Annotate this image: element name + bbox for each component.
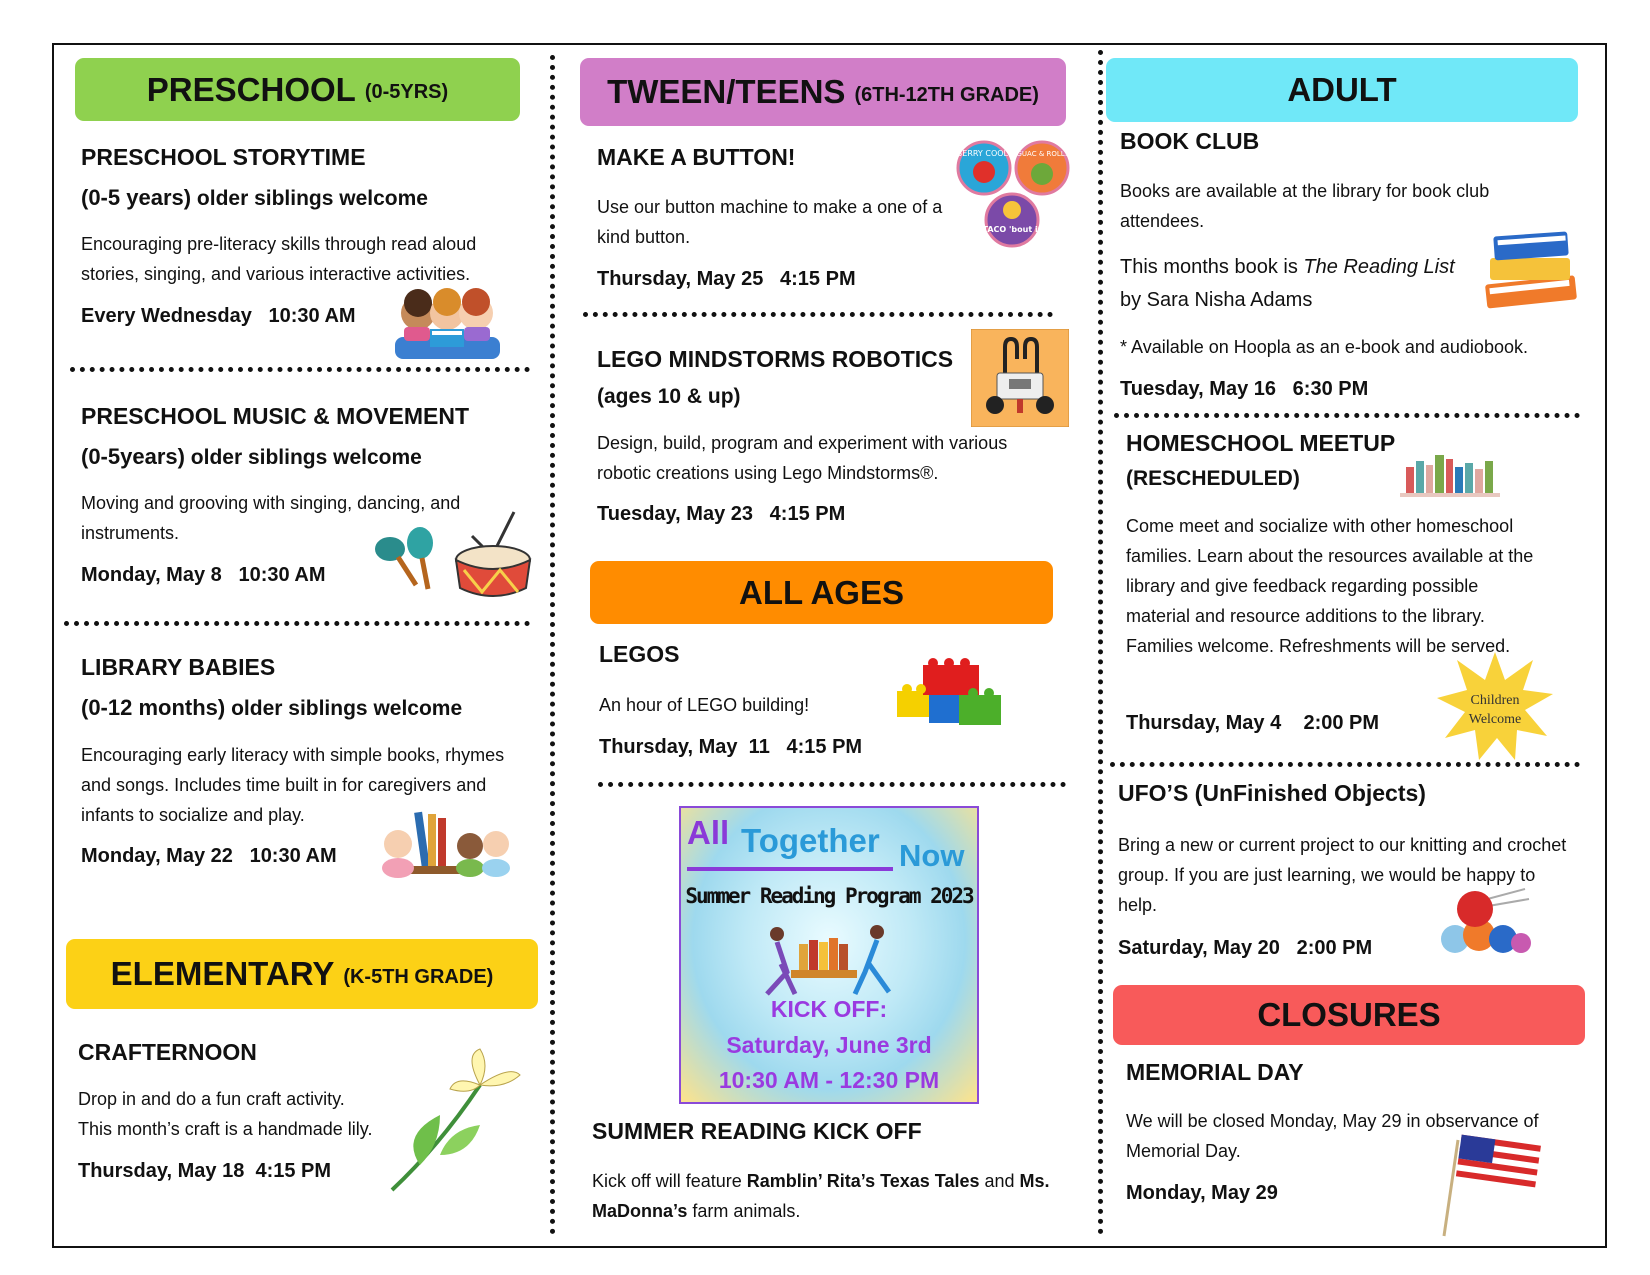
event-date: Monday, May 29 xyxy=(1126,1182,1278,1204)
babies-books-illustration xyxy=(378,808,513,880)
event-title: MAKE A BUTTON! xyxy=(597,144,796,170)
tween-header-title: TWEEN/TEENS xyxy=(607,73,846,110)
event-date: Thursday, May 18 4:15 PM xyxy=(78,1160,332,1182)
tween-header-grade: (6TH-12TH GRADE) xyxy=(854,83,1039,106)
poster-date: Saturday, June 3rd xyxy=(726,1032,932,1058)
svg-text:Welcome: Welcome xyxy=(1468,712,1522,727)
event-age: (0-12 months) older siblings welcome xyxy=(81,695,463,720)
drum-icon xyxy=(452,508,534,602)
lego-bricks-illustration xyxy=(893,655,1008,735)
event-date: Tuesday, May 16 6:30 PM xyxy=(1120,378,1369,400)
elementary-header xyxy=(66,939,538,1009)
section-divider xyxy=(598,782,1066,787)
robot-illustration xyxy=(971,329,1069,427)
all-ages-header-title: ALL AGES xyxy=(738,573,905,611)
event-title: LEGO MINDSTORMS ROBOTICS xyxy=(597,346,954,372)
event-description: Use our button machine to make a one of a kind button. xyxy=(597,197,943,247)
column-divider-left xyxy=(550,55,555,1235)
bookshelf-illustration xyxy=(1400,445,1500,501)
closures-header-title: CLOSURES xyxy=(1257,996,1441,1033)
event-title: LEGOS xyxy=(599,641,680,667)
buttons-illustration xyxy=(954,140,1072,250)
lily-illustration xyxy=(380,1045,530,1195)
tween-header xyxy=(580,58,1066,126)
event-description: We will be closed Monday, May 29 in observance of Memorial Day. xyxy=(1126,1111,1539,1161)
preschool-header-title: PRESCHOOL xyxy=(146,70,356,108)
elementary-header-title: ELEMENTARY xyxy=(110,955,335,992)
yarn-balls-illustration xyxy=(1425,885,1535,957)
poster-program: Summer Reading Program 2023 xyxy=(685,884,973,908)
american-flag-icon xyxy=(1438,1130,1548,1240)
poster-title-now: Now xyxy=(899,838,965,873)
event-date: Thursday, May 25 4:15 PM xyxy=(597,268,856,290)
event-age: (ages 10 & up) xyxy=(597,385,741,408)
poster-kickoff: KICK OFF: xyxy=(770,996,888,1022)
event-description: Drop in and do a fun craft activity. This month’s craft is a handmade lily. xyxy=(78,1089,373,1139)
svg-text:Children: Children xyxy=(1470,693,1520,708)
event-description: Bring a new or current project to our knitting and crochet group. If you are just learning, we would be happy to help. xyxy=(1118,835,1567,915)
event-description: Kick off will feature Ramblin’ Rita’s Texas Tales and Ms. MaDonna’s farm animals. xyxy=(592,1171,1050,1221)
poster-time: 10:30 AM - 12:30 PM xyxy=(718,1067,940,1093)
event-title: BOOK CLUB xyxy=(1120,128,1260,154)
section-divider xyxy=(1110,762,1580,767)
elementary-header-grade: (K-5TH GRADE) xyxy=(343,965,494,988)
children-welcome-badge xyxy=(1435,650,1555,762)
event-title: PRESCHOOL MUSIC & MOVEMENT xyxy=(81,403,470,429)
event-date: Monday, May 8 10:30 AM xyxy=(81,564,326,586)
books-stack-illustration xyxy=(1480,230,1580,312)
event-title: UFO’S (UnFinished Objects) xyxy=(1118,780,1426,806)
preschool-header xyxy=(75,58,520,121)
column-divider-right xyxy=(1098,50,1103,1235)
event-description: Books are available at the library for book club attendees. xyxy=(1120,181,1490,231)
event-age: (0-5years) older siblings welcome xyxy=(81,444,422,469)
section-divider xyxy=(64,621,530,626)
section-divider xyxy=(1114,413,1580,418)
svg-text:BERRY COOL!: BERRY COOL! xyxy=(956,149,1012,158)
event-date: Saturday, May 20 2:00 PM xyxy=(1118,937,1373,959)
svg-text:TACO 'bout it: TACO 'bout it xyxy=(982,225,1042,234)
event-date: Monday, May 22 10:30 AM xyxy=(81,845,337,867)
event-description: Encouraging pre-literacy skills through read aloud stories, singing, and various interactive activities. xyxy=(81,234,477,284)
closures-header xyxy=(1113,985,1585,1045)
poster-title-together: Together xyxy=(741,822,880,859)
maracas-icon xyxy=(368,525,443,595)
summer-reading-poster xyxy=(679,806,979,1104)
event-description: Encouraging early literacy with simple books, rhymes and songs. Includes time built in for caregivers and infants to socialize and play. xyxy=(81,745,505,825)
adult-header-title: ADULT xyxy=(1287,71,1397,108)
event-title: PRESCHOOL STORYTIME xyxy=(81,144,366,170)
reading-kids-illustration xyxy=(390,285,505,363)
event-description: Moving and grooving with singing, dancing, and instruments. xyxy=(81,493,461,543)
event-date: Thursday, May 11 4:15 PM xyxy=(599,736,863,758)
section-divider xyxy=(70,367,530,372)
poster-title-all: All xyxy=(687,814,730,851)
event-date: Thursday, May 4 2:00 PM xyxy=(1126,712,1380,734)
adult-header xyxy=(1106,58,1578,122)
event-age: (0-5 years) older siblings welcome xyxy=(81,185,428,210)
book-of-month: This months book is The Reading List by Sara Nisha Adams xyxy=(1120,256,1455,311)
event-description: Come meet and socialize with other homeschool families. Learn about the resources available at the library and give feedback regarding possible material and resource additions to the library. Families welcome. Refreshments will be served. xyxy=(1126,516,1534,656)
svg-text:GUAC & ROLL!: GUAC & ROLL! xyxy=(1016,150,1068,158)
event-title: HOMESCHOOL MEETUP xyxy=(1126,430,1396,456)
event-description: Design, build, program and experiment with various robotic creations using Lego Mindstorms®. xyxy=(597,433,1008,483)
all-ages-header xyxy=(590,561,1053,624)
event-title: SUMMER READING KICK OFF xyxy=(592,1118,922,1144)
section-divider xyxy=(583,312,1053,317)
event-note: * Available on Hoopla as an e-book and audiobook. xyxy=(1120,337,1528,357)
event-date: Tuesday, May 23 4:15 PM xyxy=(597,503,846,525)
event-description: An hour of LEGO building! xyxy=(599,695,810,715)
event-subtitle: (RESCHEDULED) xyxy=(1126,467,1300,490)
event-title: CRAFTERNOON xyxy=(78,1039,257,1065)
event-title: LIBRARY BABIES xyxy=(81,654,276,680)
event-date: Every Wednesday 10:30 AM xyxy=(81,305,356,327)
event-title: MEMORIAL DAY xyxy=(1126,1059,1304,1085)
preschool-header-age: (0-5YRS) xyxy=(364,81,449,103)
